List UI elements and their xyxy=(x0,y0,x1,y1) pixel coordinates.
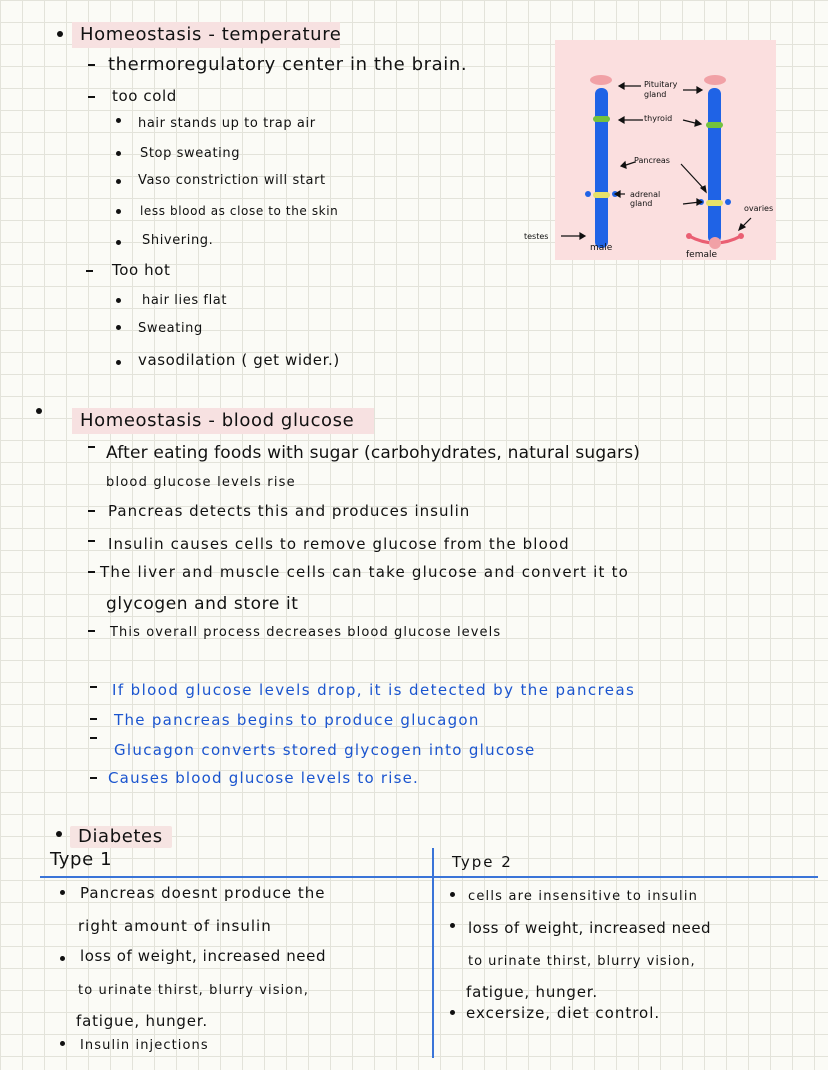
label-female: female xyxy=(686,250,718,260)
bullet xyxy=(116,179,121,184)
bullet xyxy=(450,1010,455,1015)
heading-blood-glucose: Homeostasis - blood glucose xyxy=(80,410,355,431)
bullet xyxy=(116,298,121,303)
bullet xyxy=(36,408,42,414)
label-ovaries: ovaries xyxy=(744,204,774,213)
bullet xyxy=(60,890,65,895)
bullet xyxy=(116,325,121,330)
list-item: vasodilation ( get wider.) xyxy=(138,351,340,369)
list-item: Sweating xyxy=(138,321,203,336)
text-line: Causes blood glucose levels to rise. xyxy=(108,769,419,787)
label-adrenal: adrenal gland xyxy=(630,190,661,208)
heading-diabetes: Diabetes xyxy=(78,826,163,847)
list-item: hair lies flat xyxy=(142,293,228,308)
heading-temperature: Homeostasis - temperature xyxy=(80,24,342,45)
list-item: hair stands up to trap air xyxy=(138,116,316,131)
male-thyroid xyxy=(593,116,610,122)
list-item: Shivering. xyxy=(142,233,214,248)
type2-text: excersize, diet control. xyxy=(466,1004,661,1022)
text-line: The liver and muscle cells can take glucose and convert it to xyxy=(100,563,630,581)
type1-text: loss of weight, increased need xyxy=(80,947,327,965)
male-pituitary xyxy=(590,75,612,85)
type2-text: fatigue, hunger. xyxy=(466,983,598,1001)
bullet xyxy=(116,118,121,123)
text-line: If blood glucose levels drop, it is detected by the pancreas xyxy=(112,681,636,699)
type2-text: cells are insensitive to insulin xyxy=(468,889,699,904)
female-thyroid xyxy=(706,122,723,128)
female-pituitary xyxy=(704,75,726,85)
bullet xyxy=(116,240,121,245)
type2-text: loss of weight, increased need xyxy=(468,919,712,937)
type1-text: right amount of insulin xyxy=(78,917,272,935)
heading-type-2: Type 2 xyxy=(452,853,513,871)
label-thyroid: thyroid xyxy=(644,114,673,123)
label-pancreas: Pancreas xyxy=(634,156,670,165)
bullet xyxy=(450,923,455,928)
type1-text: Pancreas doesnt produce the xyxy=(80,884,326,902)
bullet xyxy=(116,360,121,365)
text-line: This overall process decreases blood glucose levels xyxy=(110,625,502,640)
bullet xyxy=(56,831,62,837)
table-divider-vertical xyxy=(432,848,434,1058)
label-pituitary: Pituitary gland xyxy=(644,80,678,99)
text-line: Pancreas detects this and produces insulin xyxy=(108,502,471,520)
bullet xyxy=(57,31,63,37)
subheading-too-cold: too cold xyxy=(112,87,177,105)
bullet xyxy=(116,209,121,214)
bullet xyxy=(60,1041,65,1046)
heading-type-1: Type 1 xyxy=(50,849,113,870)
table-divider-horizontal xyxy=(40,876,818,878)
male-adrenal xyxy=(593,192,610,198)
list-item: less blood as close to the skin xyxy=(140,204,339,218)
text-line: After eating foods with sugar (carbohydrates, natural sugars) xyxy=(106,443,641,463)
text-line: thermoregulatory center in the brain. xyxy=(108,54,468,75)
list-item: Vaso constriction will start xyxy=(138,173,326,188)
type1-text: Insulin injections xyxy=(80,1038,209,1053)
female-body xyxy=(708,88,721,243)
list-item: Stop sweating xyxy=(140,146,241,161)
label-male: male xyxy=(590,243,613,253)
text-line: Insulin causes cells to remove glucose from the blood xyxy=(108,535,570,553)
endocrine-svg xyxy=(555,40,776,260)
female-adrenal xyxy=(706,200,723,206)
bullet xyxy=(450,892,455,897)
text-line: The pancreas begins to produce glucagon xyxy=(114,711,480,729)
subheading-too-hot: Too hot xyxy=(112,261,171,279)
text-line: glycogen and store it xyxy=(106,594,299,614)
text-line: blood glucose levels rise xyxy=(106,475,296,490)
bullet xyxy=(60,956,65,961)
type1-text: to urinate thirst, blurry vision, xyxy=(78,983,309,998)
endocrine-diagram xyxy=(555,40,776,260)
male-body xyxy=(595,88,608,248)
type2-text: to urinate thirst, blurry vision, xyxy=(468,954,696,969)
label-testes: testes xyxy=(524,232,549,241)
text-line: Glucagon converts stored glycogen into glucose xyxy=(114,741,536,759)
type1-text: fatigue, hunger. xyxy=(76,1012,208,1030)
bullet xyxy=(116,151,121,156)
